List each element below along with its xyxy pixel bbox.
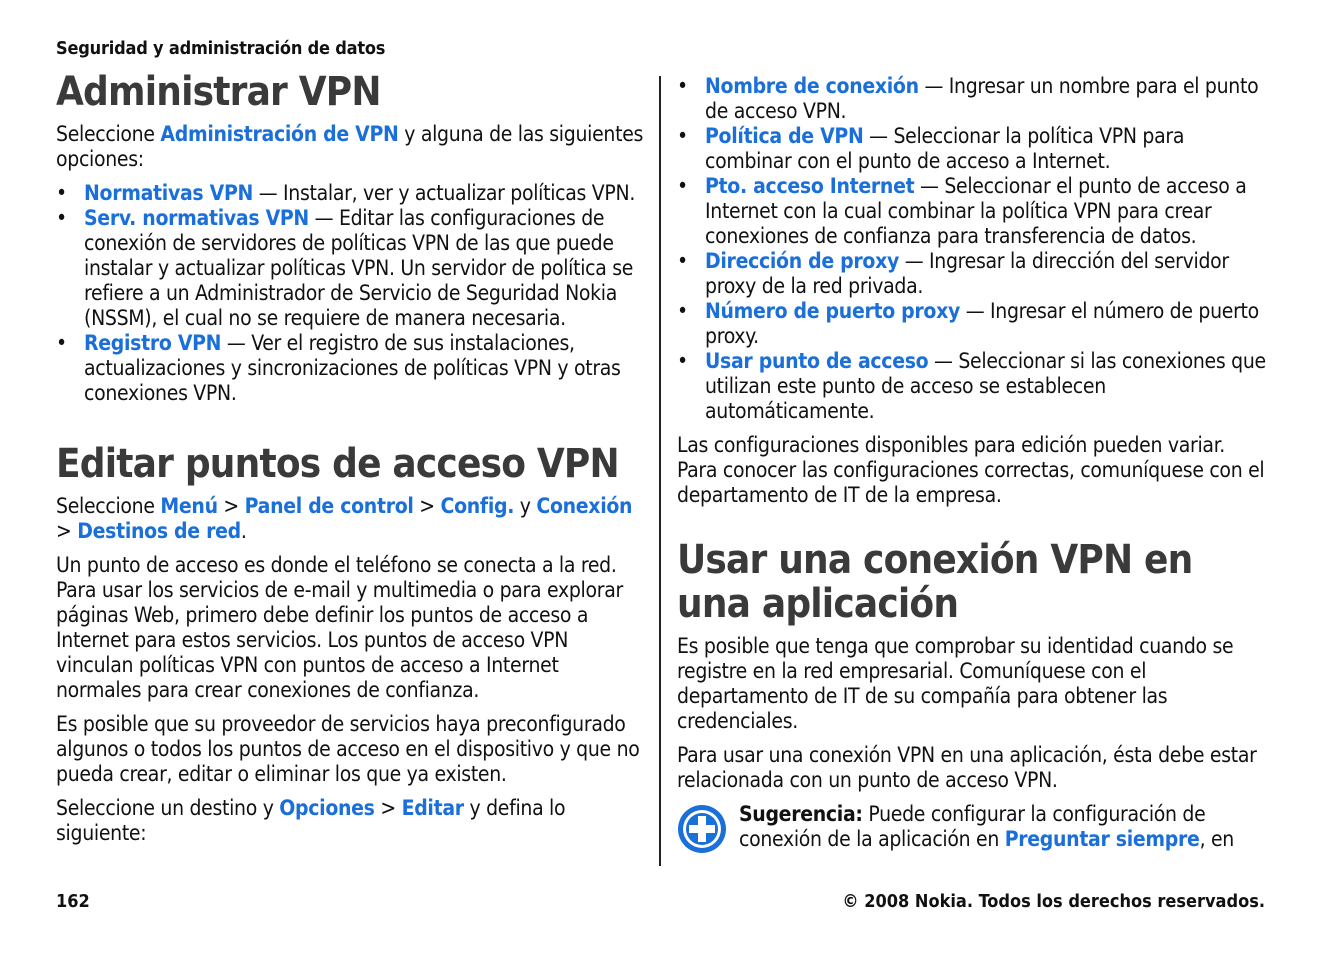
s1-option-list (56, 181, 648, 406)
kw-preguntar-siempre: Preguntar siempre (1004, 827, 1200, 851)
s2-paragraph-1: Un punto de acceso es donde el teléfono se conecta a la red. Para usar los servicios de e-mail y multimedia o para explorar páginas Web, primero debe definir los puntos de acceso a Internet para estos servicios. Los puntos de acceso VPN vinculan políticas VPN con puntos de acceso a Internet normales para crear conexiones de confianza. (56, 553, 623, 702)
list-item: • Normativas VPN — Instalar, ver y actualizar políticas VPN. (56, 181, 648, 206)
tip-label: Sugerencia: (739, 802, 863, 826)
copyright: © 2008 Nokia. Todos los derechos reservados. (842, 891, 1265, 912)
tip-block: Sugerencia: Puede configurar la configuración de conexión de la aplicación en Preguntar siempre, en (677, 802, 1269, 852)
list-item: • Política de VPN — Seleccionar la política VPN para combinar con el punto de acceso a Internet. (677, 124, 1269, 174)
list-item: • Número de puerto proxy — Ingresar el número de puerto proxy. (677, 299, 1269, 349)
s2-nav-path: Seleccione Menú > Panel de control > Config. y Conexión > Destinos de red. (56, 494, 633, 543)
list-item: • Dirección de proxy — Ingresar la dirección del servidor proxy de la red privada. (677, 249, 1269, 299)
section-title-administrar-vpn: Administrar VPN (56, 69, 381, 115)
s3-paragraph-1: Es posible que tenga que comprobar su identidad cuando se registre en la red empresarial. Comuníquese con el departamento de IT de su compañía para obtener las credenciales. (677, 634, 1234, 733)
column-divider (659, 76, 661, 866)
left-column (56, 70, 648, 855)
section-title-usar-conexion: Usar una conexión VPN en una aplicación (677, 537, 1193, 627)
configs-paragraph: Las configuraciones disponibles para edición pueden variar. Para conocer las configuraciones correctas, comuníquese con el departamento de IT de la empresa. (677, 433, 1265, 507)
running-header: Seguridad y administración de datos (56, 38, 386, 59)
s2-paragraph-2: Es posible que su proveedor de servicios haya preconfigurado algunos o todos los puntos de acceso en el dispositivo y que no pueda crear, editar o eliminar los que ya existen. (56, 712, 640, 786)
s3-paragraph-2: Para usar una conexión VPN en una aplicación, ésta debe estar relacionada con un punto de acceso VPN. (677, 743, 1257, 792)
plus-tip-icon (677, 804, 727, 854)
list-item: • Pto. acceso Internet — Seleccionar el punto de acceso a Internet con la cual combinar la política VPN para crear conexiones de confianza para transferencia de datos. (677, 174, 1269, 249)
page-number: 162 (56, 891, 90, 912)
s1-intro: Seleccione Administración de VPN y alguna de las siguientes opciones: (56, 122, 644, 171)
list-item: • Usar punto de acceso — Seleccionar si las conexiones que utilizan este punto de acceso se establecen automáticamente. (677, 349, 1269, 424)
list-item: • Nombre de conexión — Ingresar un nombre para el punto de acceso VPN. (677, 74, 1269, 124)
vpn-setting-list (677, 74, 1269, 424)
list-item: • Serv. normativas VPN — Editar las configuraciones de conexión de servidores de políticas VPN de las que puede instalar y actualizar políticas VPN. Un servidor de política se refiere a un Administrador de Servicio de Seguridad Nokia (NSSM), el cual no se requiere de manera necesaria. (56, 206, 648, 331)
s2-paragraph-3: Seleccione un destino y Opciones > Editar y defina lo siguiente: (56, 796, 566, 845)
kw-administracion-vpn: Administración de VPN (160, 122, 399, 146)
right-column (677, 74, 1269, 861)
section-title-editar-puntos: Editar puntos de acceso VPN (56, 441, 619, 487)
list-item: • Registro VPN — Ver el registro de sus instalaciones, actualizaciones y sincronizaciones de políticas VPN y otras conexiones VPN. (56, 331, 648, 406)
